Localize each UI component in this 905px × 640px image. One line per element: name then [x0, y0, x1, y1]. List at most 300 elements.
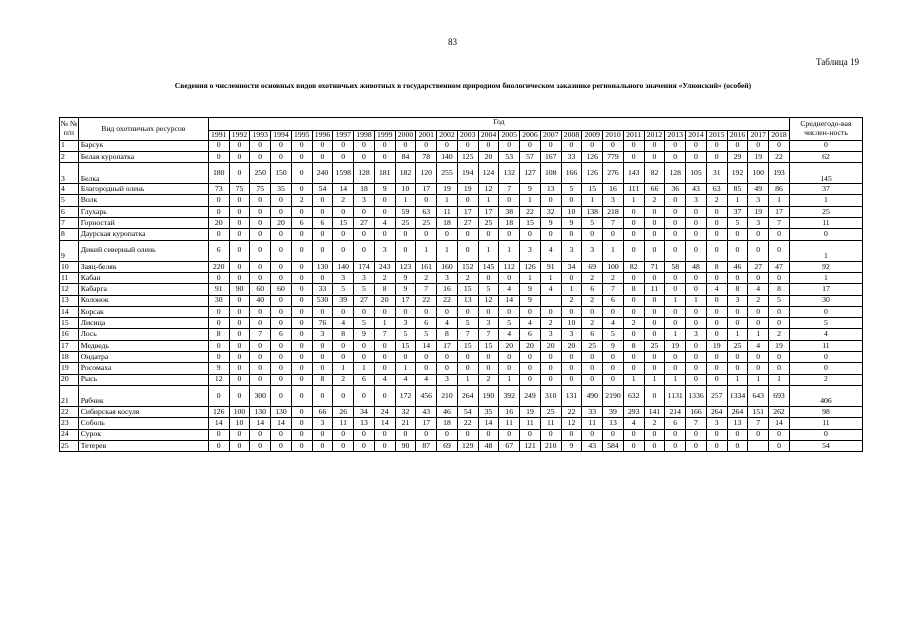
count-cell: 0: [354, 340, 375, 351]
count-cell: 0: [312, 440, 333, 451]
count-cell: 15: [457, 340, 478, 351]
count-cell: 0: [291, 240, 312, 261]
count-cell: 22: [416, 295, 437, 306]
count-cell: 0: [623, 272, 644, 283]
count-cell: 0: [437, 429, 458, 440]
count-cell: 0: [271, 318, 292, 329]
count-cell: 0: [374, 385, 395, 406]
count-cell: 100: [748, 163, 769, 184]
count-cell: 0: [457, 429, 478, 440]
count-cell: 18: [437, 218, 458, 229]
count-cell: 2: [769, 329, 790, 340]
count-cell: 8: [437, 329, 458, 340]
count-cell: 0: [437, 352, 458, 363]
header-year: 2018: [769, 131, 790, 141]
count-cell: 0: [748, 306, 769, 317]
count-cell: 4: [374, 218, 395, 229]
count-cell: 7: [250, 329, 271, 340]
count-cell: 9: [395, 272, 416, 283]
count-cell: 58: [665, 261, 686, 272]
count-cell: 0: [229, 329, 250, 340]
count-cell: 150: [271, 163, 292, 184]
count-cell: 0: [499, 363, 520, 374]
count-cell: 0: [644, 352, 665, 363]
count-cell: 0: [644, 363, 665, 374]
count-cell: 0: [603, 429, 624, 440]
header-year: 2012: [644, 131, 665, 141]
count-cell: 0: [271, 340, 292, 351]
count-cell: 490: [582, 385, 603, 406]
count-cell: 25: [395, 218, 416, 229]
count-cell: 0: [354, 440, 375, 451]
count-cell: 0: [706, 306, 727, 317]
count-cell: 46: [437, 406, 458, 417]
count-cell: 8: [312, 374, 333, 385]
count-cell: 25: [416, 218, 437, 229]
count-cell: 48: [478, 440, 499, 451]
count-cell: 0: [686, 363, 707, 374]
count-cell: 0: [520, 306, 541, 317]
count-cell: 1: [354, 363, 375, 374]
count-cell: 20: [374, 295, 395, 306]
count-cell: 0: [623, 440, 644, 451]
table-row: [60, 272, 863, 283]
count-cell: 20: [520, 340, 541, 351]
count-cell: 182: [395, 163, 416, 184]
count-cell: 43: [582, 440, 603, 451]
count-cell: 0: [291, 151, 312, 162]
count-cell: 0: [271, 440, 292, 451]
count-cell: 85: [727, 184, 748, 195]
count-cell: 0: [686, 240, 707, 261]
count-cell: 75: [250, 184, 271, 195]
count-cell: 6: [665, 418, 686, 429]
average-cell: 0: [789, 429, 862, 440]
count-cell: 25: [582, 340, 603, 351]
count-cell: 0: [644, 151, 665, 162]
count-cell: 0: [208, 229, 229, 240]
count-cell: 210: [437, 385, 458, 406]
count-cell: 0: [208, 429, 229, 440]
count-cell: 161: [416, 261, 437, 272]
count-cell: 10: [561, 206, 582, 217]
count-cell: 0: [478, 229, 499, 240]
count-cell: 0: [706, 295, 727, 306]
count-cell: 0: [499, 429, 520, 440]
count-cell: 0: [291, 272, 312, 283]
count-cell: 12: [478, 295, 499, 306]
count-cell: 1: [540, 272, 561, 283]
count-cell: 5: [333, 284, 354, 295]
count-cell: 2: [478, 374, 499, 385]
count-cell: 17: [416, 184, 437, 195]
average-cell: 30: [789, 295, 862, 306]
count-cell: 0: [291, 206, 312, 217]
count-cell: 25: [644, 340, 665, 351]
count-cell: 0: [250, 429, 271, 440]
population-table: [59, 117, 863, 452]
count-cell: 0: [582, 352, 603, 363]
count-cell: 0: [644, 272, 665, 283]
count-cell: 0: [333, 352, 354, 363]
count-cell: 0: [499, 306, 520, 317]
count-cell: 0: [229, 352, 250, 363]
count-cell: 0: [291, 374, 312, 385]
count-cell: 54: [312, 184, 333, 195]
count-cell: 0: [312, 306, 333, 317]
count-cell: 0: [229, 218, 250, 229]
count-cell: 3: [561, 329, 582, 340]
count-cell: 0: [457, 306, 478, 317]
count-cell: 7: [416, 284, 437, 295]
count-cell: 0: [374, 151, 395, 162]
count-cell: 4: [706, 284, 727, 295]
count-cell: 130: [250, 406, 271, 417]
count-cell: 0: [686, 318, 707, 329]
count-cell: 0: [250, 272, 271, 283]
count-cell: 0: [291, 184, 312, 195]
count-cell: 4: [499, 329, 520, 340]
table-row: [60, 184, 863, 195]
header-year: 1991: [208, 131, 229, 141]
count-cell: 125: [457, 151, 478, 162]
count-cell: 130: [271, 406, 292, 417]
count-cell: 0: [706, 429, 727, 440]
count-cell: 20: [561, 340, 582, 351]
count-cell: 5: [416, 329, 437, 340]
count-cell: 0: [333, 340, 354, 351]
count-cell: 91: [540, 261, 561, 272]
count-cell: 6: [416, 318, 437, 329]
count-cell: 3: [748, 195, 769, 206]
row-number: 7: [60, 218, 79, 229]
row-number: 25: [60, 440, 79, 451]
row-number: 4: [60, 184, 79, 195]
count-cell: 67: [499, 440, 520, 451]
header-year: 2008: [561, 131, 582, 141]
count-cell: 779: [603, 151, 624, 162]
count-cell: 0: [395, 306, 416, 317]
count-cell: 12: [561, 418, 582, 429]
count-cell: 19: [769, 340, 790, 351]
count-cell: 34: [561, 261, 582, 272]
count-cell: 9: [395, 284, 416, 295]
count-cell: 14: [374, 418, 395, 429]
average-cell: 145: [789, 163, 862, 184]
count-cell: 0: [208, 352, 229, 363]
species-name: Благородный олень: [78, 184, 208, 195]
header-year: 2001: [416, 131, 437, 141]
count-cell: 0: [395, 352, 416, 363]
count-cell: 1: [748, 329, 769, 340]
count-cell: 167: [540, 151, 561, 162]
species-name: Белка: [78, 163, 208, 184]
count-cell: 3: [395, 318, 416, 329]
count-cell: 0: [229, 429, 250, 440]
count-cell: 1: [499, 240, 520, 261]
count-cell: 0: [623, 240, 644, 261]
count-cell: 0: [727, 229, 748, 240]
count-cell: 151: [748, 406, 769, 417]
count-cell: 0: [706, 240, 727, 261]
count-cell: 3: [478, 318, 499, 329]
count-cell: 0: [706, 363, 727, 374]
row-number: 14: [60, 306, 79, 317]
count-cell: 0: [665, 306, 686, 317]
count-cell: 35: [478, 406, 499, 417]
count-cell: 0: [748, 140, 769, 151]
count-cell: 9: [561, 440, 582, 451]
count-cell: 8: [333, 329, 354, 340]
count-cell: 0: [291, 352, 312, 363]
count-cell: 0: [561, 306, 582, 317]
count-cell: 0: [271, 151, 292, 162]
count-cell: 0: [727, 140, 748, 151]
count-cell: 0: [250, 363, 271, 374]
count-cell: 0: [229, 195, 250, 206]
count-cell: 126: [520, 261, 541, 272]
header-year: 2014: [686, 131, 707, 141]
count-cell: 0: [561, 429, 582, 440]
count-cell: 0: [250, 218, 271, 229]
table-row: [60, 140, 863, 151]
count-cell: 11: [540, 418, 561, 429]
count-cell: 0: [229, 363, 250, 374]
count-cell: 0: [312, 195, 333, 206]
count-cell: 5: [354, 318, 375, 329]
count-cell: 19: [665, 340, 686, 351]
count-cell: 11: [437, 206, 458, 217]
count-cell: 32: [395, 406, 416, 417]
row-number: 2: [60, 151, 79, 162]
count-cell: 3: [312, 329, 333, 340]
count-cell: 4: [499, 284, 520, 295]
count-cell: 100: [229, 406, 250, 417]
count-cell: 0: [437, 229, 458, 240]
count-cell: 0: [395, 429, 416, 440]
count-cell: 36: [665, 184, 686, 195]
count-cell: 0: [333, 206, 354, 217]
count-cell: 0: [250, 318, 271, 329]
count-cell: 27: [354, 295, 375, 306]
count-cell: 4: [520, 318, 541, 329]
count-cell: 0: [499, 272, 520, 283]
count-cell: 0: [540, 229, 561, 240]
count-cell: 22: [769, 151, 790, 162]
count-cell: 0: [686, 151, 707, 162]
count-cell: 0: [665, 429, 686, 440]
count-cell: 0: [686, 440, 707, 451]
count-cell: 0: [374, 206, 395, 217]
count-cell: 32: [540, 206, 561, 217]
count-cell: 0: [603, 352, 624, 363]
count-cell: 0: [644, 295, 665, 306]
count-cell: 7: [478, 329, 499, 340]
count-cell: 0: [686, 284, 707, 295]
count-cell: 0: [644, 429, 665, 440]
count-cell: 1598: [333, 163, 354, 184]
count-cell: 6: [582, 329, 603, 340]
table-row: [60, 340, 863, 351]
count-cell: 0: [250, 240, 271, 261]
table-row: [60, 295, 863, 306]
count-cell: 1: [665, 374, 686, 385]
count-cell: 0: [291, 229, 312, 240]
count-cell: 1: [748, 374, 769, 385]
count-cell: 124: [478, 163, 499, 184]
count-cell: 0: [250, 206, 271, 217]
count-cell: 0: [561, 352, 582, 363]
count-cell: 108: [540, 163, 561, 184]
count-cell: 2: [561, 295, 582, 306]
count-cell: 143: [623, 163, 644, 184]
count-cell: 4: [416, 374, 437, 385]
row-number: 16: [60, 329, 79, 340]
count-cell: 1: [644, 374, 665, 385]
count-cell: 456: [416, 385, 437, 406]
count-cell: 0: [582, 429, 603, 440]
count-cell: 25: [540, 406, 561, 417]
count-cell: 60: [271, 284, 292, 295]
count-cell: 15: [478, 340, 499, 351]
count-cell: 17: [457, 206, 478, 217]
row-number: 18: [60, 352, 79, 363]
count-cell: 193: [769, 163, 790, 184]
count-cell: 174: [354, 261, 375, 272]
count-cell: 0: [229, 340, 250, 351]
count-cell: 13: [727, 418, 748, 429]
count-cell: 0: [437, 363, 458, 374]
header-year: 2015: [706, 131, 727, 141]
count-cell: 0: [416, 352, 437, 363]
count-cell: 5: [354, 284, 375, 295]
count-cell: 71: [644, 261, 665, 272]
count-cell: 9: [561, 218, 582, 229]
count-cell: 214: [665, 406, 686, 417]
count-cell: 0: [665, 218, 686, 229]
count-cell: 0: [727, 272, 748, 283]
count-cell: 257: [706, 385, 727, 406]
count-cell: 693: [769, 385, 790, 406]
count-cell: 131: [561, 385, 582, 406]
count-cell: 1: [582, 195, 603, 206]
count-cell: 0: [499, 140, 520, 151]
count-cell: 0: [271, 374, 292, 385]
count-cell: 10: [229, 418, 250, 429]
count-cell: [540, 295, 561, 306]
count-cell: 0: [374, 440, 395, 451]
count-cell: 73: [208, 184, 229, 195]
count-cell: 20: [499, 340, 520, 351]
count-cell: 14: [499, 295, 520, 306]
species-name: Сурок: [78, 429, 208, 440]
count-cell: 6: [208, 240, 229, 261]
count-cell: 0: [499, 352, 520, 363]
count-cell: 0: [208, 206, 229, 217]
count-cell: 20: [478, 151, 499, 162]
count-cell: 0: [333, 440, 354, 451]
count-cell: 0: [250, 340, 271, 351]
count-cell: 0: [748, 272, 769, 283]
count-cell: 14: [333, 184, 354, 195]
count-cell: 2: [644, 195, 665, 206]
count-cell: 0: [354, 352, 375, 363]
count-cell: 0: [291, 295, 312, 306]
count-cell: 0: [250, 306, 271, 317]
header-year: 2017: [748, 131, 769, 141]
count-cell: 0: [665, 440, 686, 451]
count-cell: 584: [603, 440, 624, 451]
count-cell: 0: [644, 440, 665, 451]
count-cell: 53: [499, 151, 520, 162]
count-cell: 3: [748, 218, 769, 229]
row-number: 17: [60, 340, 79, 351]
count-cell: 7: [748, 418, 769, 429]
species-name: Лось: [78, 329, 208, 340]
table-row: [60, 163, 863, 184]
count-cell: 0: [686, 429, 707, 440]
count-cell: 0: [333, 140, 354, 151]
count-cell: 0: [354, 140, 375, 151]
count-cell: 0: [250, 229, 271, 240]
count-cell: 0: [644, 218, 665, 229]
count-cell: 0: [706, 151, 727, 162]
count-cell: 14: [271, 418, 292, 429]
header-year: 2005: [499, 131, 520, 141]
species-name: Глухарь: [78, 206, 208, 217]
count-cell: 0: [208, 318, 229, 329]
count-cell: 0: [727, 363, 748, 374]
header-year: 2011: [623, 131, 644, 141]
count-cell: 0: [478, 272, 499, 283]
count-cell: 0: [665, 151, 686, 162]
average-cell: 0: [789, 229, 862, 240]
count-cell: 0: [748, 429, 769, 440]
count-cell: 48: [686, 261, 707, 272]
count-cell: 15: [457, 284, 478, 295]
header-year: 2016: [727, 131, 748, 141]
count-cell: 54: [457, 406, 478, 417]
count-cell: 0: [603, 140, 624, 151]
count-cell: 2: [374, 272, 395, 283]
count-cell: 0: [706, 352, 727, 363]
count-cell: 5: [561, 184, 582, 195]
count-cell: 0: [291, 329, 312, 340]
count-cell: 264: [727, 406, 748, 417]
count-cell: 0: [271, 206, 292, 217]
count-cell: 3: [727, 295, 748, 306]
count-cell: 0: [291, 163, 312, 184]
count-cell: 128: [354, 163, 375, 184]
count-cell: 0: [540, 140, 561, 151]
count-cell: 0: [291, 363, 312, 374]
count-cell: 18: [354, 184, 375, 195]
table-row: [60, 206, 863, 217]
count-cell: 293: [623, 406, 644, 417]
count-cell: 82: [623, 261, 644, 272]
count-cell: 0: [208, 272, 229, 283]
table-row: [60, 329, 863, 340]
count-cell: 1: [374, 318, 395, 329]
count-cell: 0: [665, 195, 686, 206]
table-row: [60, 240, 863, 261]
count-cell: 0: [208, 340, 229, 351]
species-name: Росомаха: [78, 363, 208, 374]
count-cell: 0: [706, 272, 727, 283]
count-cell: 86: [769, 184, 790, 195]
count-cell: 0: [333, 151, 354, 162]
species-name: Рябчик: [78, 385, 208, 406]
